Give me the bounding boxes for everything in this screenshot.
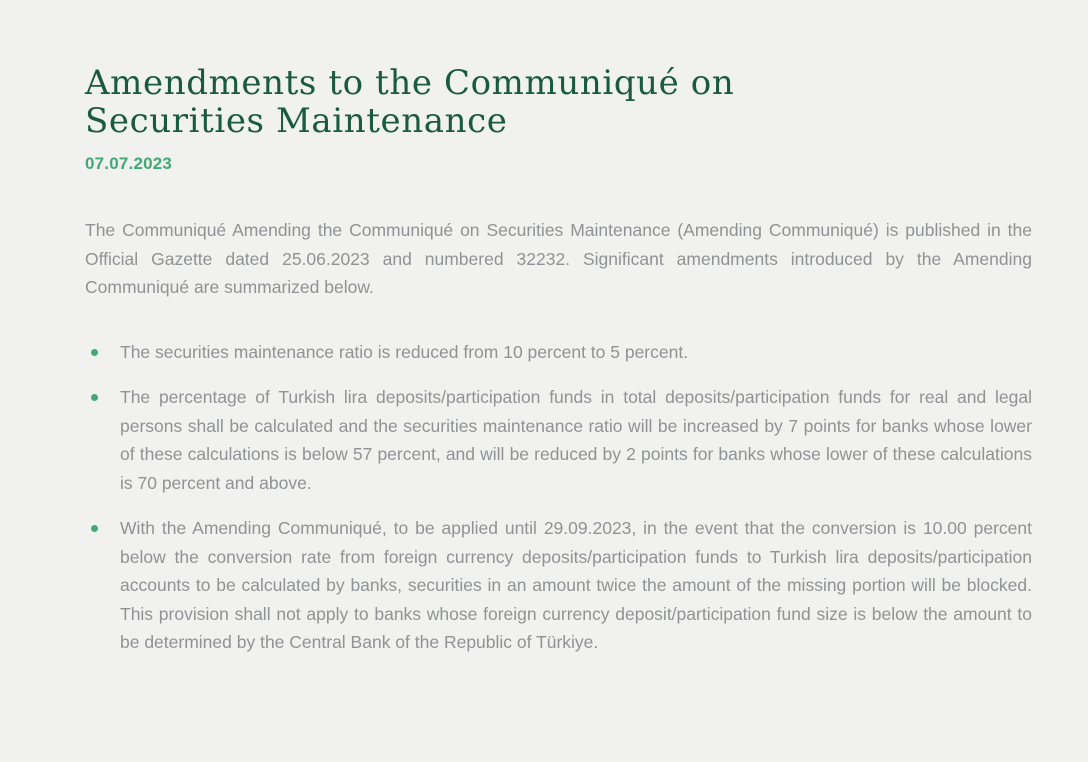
list-item-text: The securities maintenance ratio is reduced from 10 percent to 5 percent. [120, 341, 689, 362]
page-title-line1: Amendments to the Communiqué on [85, 63, 735, 103]
amendments-list [85, 338, 1032, 657]
page-title-line2: Securities Maintenance [85, 101, 508, 141]
list-item [85, 514, 1032, 657]
list-item [85, 383, 1032, 497]
publish-date: 07.07.2023 [85, 154, 173, 173]
bullet-dot-icon [91, 349, 98, 356]
page-title [85, 64, 1032, 140]
list-item [85, 338, 1032, 367]
list-item-text: The percentage of Turkish lira deposits/participation funds in total deposits/participation funds for real and legal persons shall be calculated and the securities maintenance ratio will be increased by 7 points for banks whose lower of these calculations is below 57 percent, and will be reduced by 2 points for banks whose lower of these calculations is 70 percent and above. [120, 387, 1032, 493]
list-item-text: With the Amending Communiqué, to be applied until 29.09.2023, in the event that the conversion is 10.00 percent below the conversion rate from foreign currency deposits/participation funds to Turkish lira deposits/participation accounts to be calculated by banks, securities in an amount twice the amount of the missing portion will be blocked. This provision shall not apply to banks whose foreign currency deposit/participation fund size is below the amount to be determined by the Central Bank of the Republic of Türkiye. [120, 518, 1032, 652]
bullet-dot-icon [91, 525, 98, 532]
intro-paragraph: The Communiqué Amending the Communiqué on Securities Maintenance (Amending Communiqué) is published in the Official Gazette dated 25.06.2023 and numbered 32232. Significant amendments introduced by the Amending Communiqué are summarized below. [85, 220, 1032, 297]
bullet-dot-icon [91, 394, 98, 401]
